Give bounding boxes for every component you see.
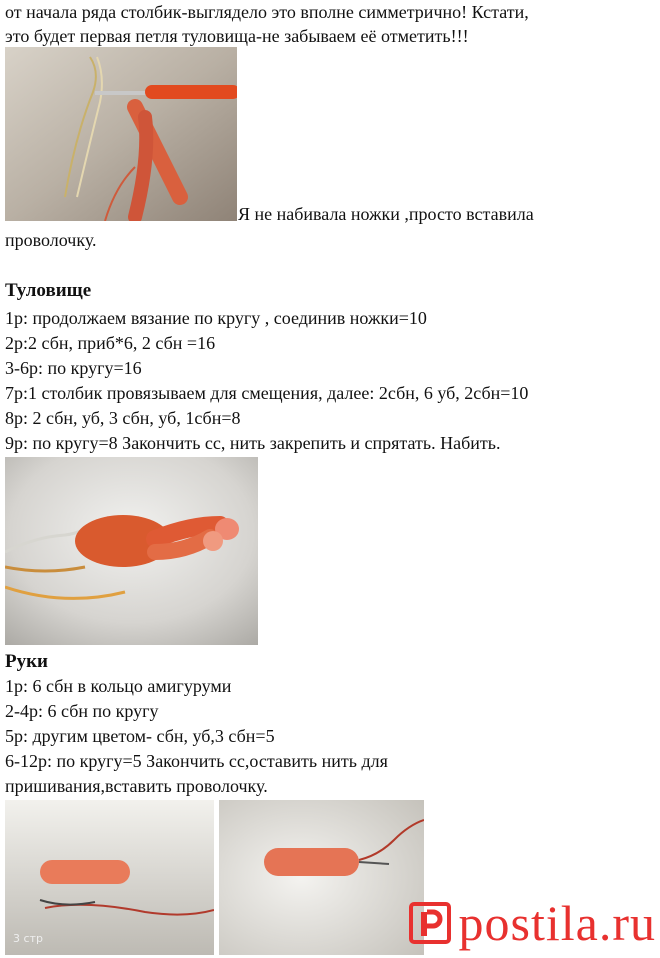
body-row: 1р: продолжаем вязание по кругу , соединив ножки=10 bbox=[5, 308, 427, 328]
postila-logo-icon bbox=[407, 900, 453, 946]
intro-line-1: от начала ряда столбик-выглядело это вполне симметрично! Кстати, bbox=[5, 2, 529, 22]
section-title-arms: Руки bbox=[5, 651, 49, 672]
photo-arm-2 bbox=[219, 800, 424, 955]
legs-caption-line-1: Я не набивала ножки ,просто вставила bbox=[238, 204, 534, 224]
postila-watermark bbox=[407, 894, 656, 952]
photo-legs-with-hook bbox=[5, 47, 237, 221]
body-row: 3-6р: по кругу=16 bbox=[5, 358, 142, 378]
photo-body-with-legs bbox=[5, 457, 258, 645]
arms-row: 5р: другим цветом- сбн, уб,3 сбн=5 bbox=[5, 726, 275, 746]
arms-row: 1р: 6 сбн в кольцо амигуруми bbox=[5, 676, 232, 696]
arms-row: пришивания,вставить проволочку. bbox=[5, 776, 268, 796]
section-title-body: Туловище bbox=[5, 280, 92, 301]
body-row: 2р:2 сбн, приб*6, 2 сбн =16 bbox=[5, 333, 216, 353]
photo-arm-1 bbox=[5, 800, 214, 955]
legs-caption-line-2: проволочку. bbox=[5, 230, 97, 250]
body-row: 8р: 2 сбн, уб, 3 сбн, уб, 1сбн=8 bbox=[5, 408, 241, 428]
postila-watermark-text: postila.ru bbox=[458, 895, 656, 951]
body-row: 7р:1 столбик провязываем для смещения, далее: 2сбн, 6 уб, 2сбн=10 bbox=[5, 383, 529, 403]
arms-row: 6-12р: по кругу=5 Закончить сс,оставить нить для bbox=[5, 751, 388, 771]
page-number-label: 3 стр bbox=[13, 932, 43, 945]
arms-row: 2-4р: 6 сбн по кругу bbox=[5, 701, 159, 721]
intro-line-2: это будет первая петля туловища-не забываем её отметить!!! bbox=[5, 26, 469, 46]
body-row: 9р: по кругу=8 Закончить сс, нить закрепить и спрятать. Набить. bbox=[5, 433, 501, 453]
